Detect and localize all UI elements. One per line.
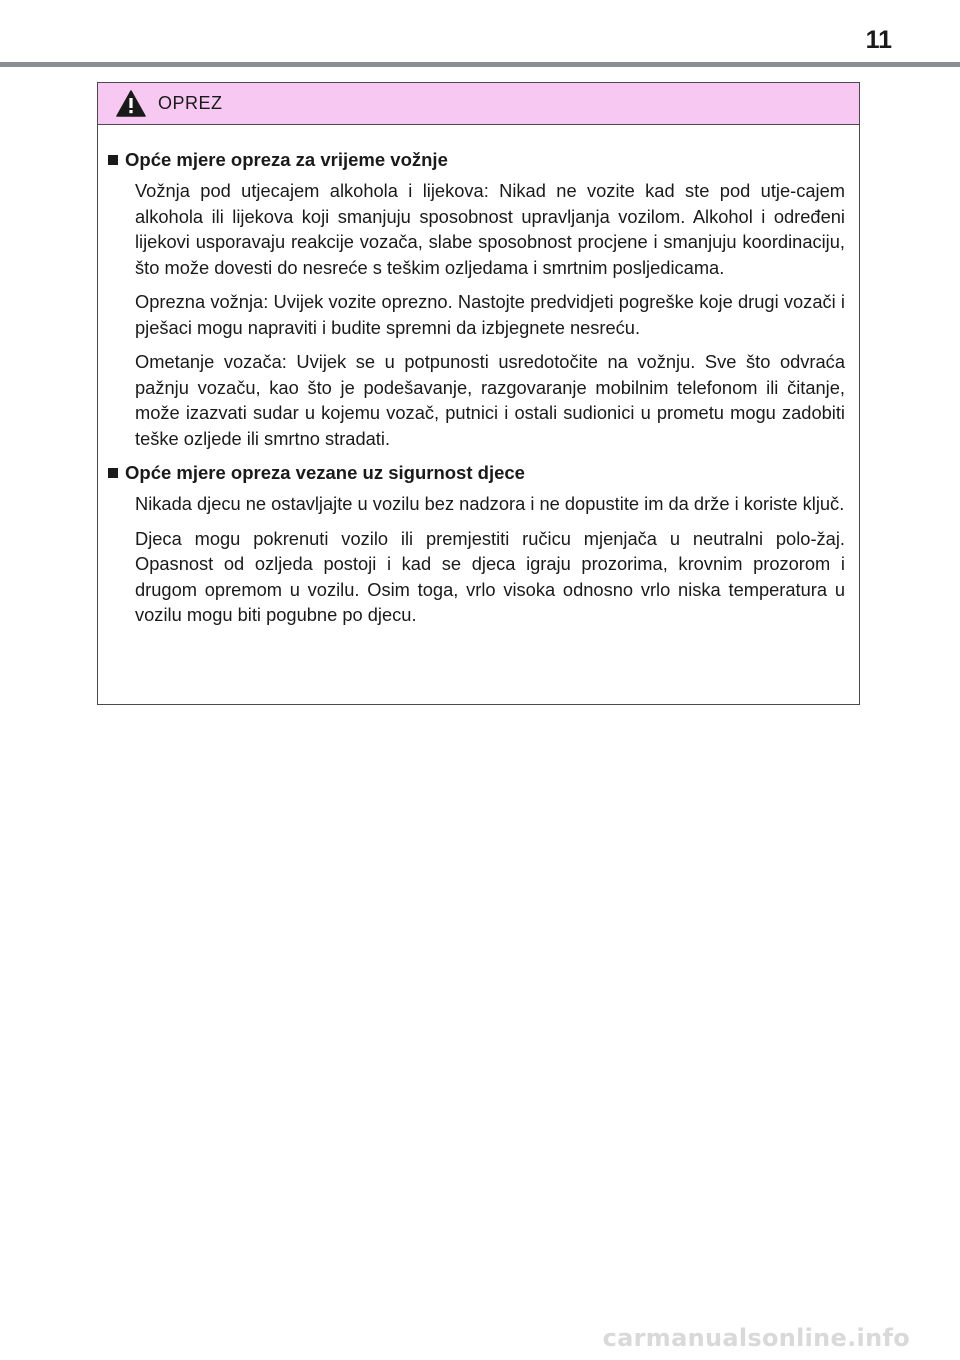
watermark: carmanualsonline.info <box>602 1324 910 1352</box>
section-driving-precautions <box>108 147 845 451</box>
square-bullet-icon <box>108 468 118 478</box>
square-bullet-icon <box>108 155 118 165</box>
section-heading-text: Opće mjere opreza vezane uz sigurnost djece <box>125 462 525 483</box>
paragraph-children-unattended: Nikada djecu ne ostavljajte u vozilu bez nadzora i ne dopustite im da drže i koriste ključ. <box>135 493 845 514</box>
section-heading <box>108 147 845 173</box>
paragraph-careful-driving: Oprezna vožnja: Uvijek vozite oprezno. Nastojte predvidjeti pogreške koje drugi vozači i pješaci mogu napraviti i budite spremni da izbjegnete nesreću. <box>135 291 845 338</box>
caution-body <box>98 125 859 628</box>
page-number: 11 <box>865 26 892 54</box>
caution-header <box>98 83 859 125</box>
section-child-safety <box>108 460 845 628</box>
warning-triangle-icon <box>116 90 146 117</box>
section-heading-text: Opće mjere opreza za vrijeme vožnje <box>125 149 448 170</box>
section-heading <box>108 460 845 486</box>
paragraph-distraction: Ometanje vozača: Uvijek se u potpunosti usredotočite na vožnju. Sve što odvraća pažnju vozaču, kao što je podešavanje, razgovaranje mobilnim telefonom ili čitanje, može izazvati sudar u kojemu vozač, putnici i ostali sudionici u prometu mogu zadobiti teške ozljede ili smrtno stradati. <box>135 351 845 449</box>
caution-label: OPREZ <box>158 93 223 113</box>
header-rule <box>0 62 960 67</box>
paragraph-children-hazards: Djeca mogu pokrenuti vozilo ili premjestiti ručicu mjenjača u neutralni polo-žaj. Opasnost od ozljeda postoji i kad se djeca igraju prozorima, krovnim prozorom i drugom opremom u vozilu. Osim toga, vrlo visoka odnosno vrlo niska temperatura u vozilu mogu biti pogubne po djecu. <box>135 527 845 625</box>
paragraph-alcohol: Vožnja pod utjecajem alkohola i lijekova: Nikad ne vozite kad ste pod utje-cajem alkohola ili lijekova koji smanjuju sposobnost upravljanja vozilom. Alkohol i određeni lijekovi usporavaju reakcije vozača, slabe sposobnost procjene i smanjuju koordinaciju, što može dovesti do nesreće s teškim ozljedama i smrtnim posljedicama. <box>135 180 845 278</box>
caution-box <box>97 82 860 705</box>
